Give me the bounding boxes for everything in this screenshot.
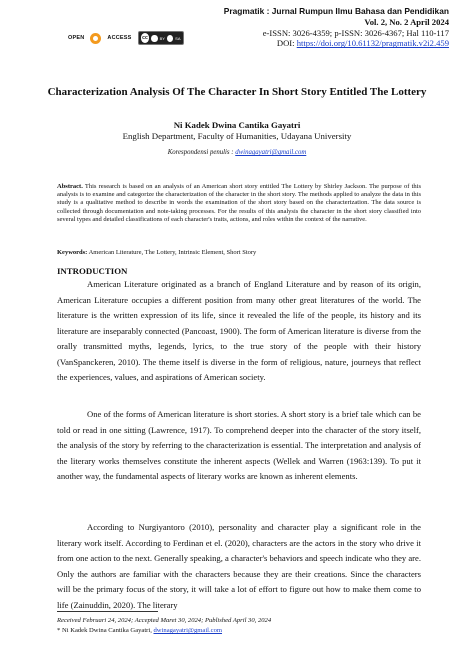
cc-by-label: BY	[159, 35, 165, 41]
cc-license-badge[interactable]	[138, 31, 184, 45]
by-attribution-icon	[151, 35, 157, 42]
abstract-text: This research is based on an analysis of an American short story entitled The Lottery by Shirley Jackson. The purpose of this analysis is to examine and categorize the characterization of the character in the short story. The methods applied to analyze the data in this study is a qualitative method to describe in words the examination of the short story based on the characterization. The data source is collected through documentation and note-taking processes. For the results of this analysis the character in the short story classified into several types and detailed classifications of each character's traits, actions, and roles within the context of the narrative.	[57, 183, 421, 223]
keywords	[57, 249, 421, 257]
author-name: Ni Kadek Dwina Cantika Gayatri	[173, 120, 301, 130]
introduction-heading: INTRODUCTION	[57, 266, 128, 276]
abstract	[57, 183, 421, 224]
open-access-lock-icon	[90, 33, 101, 44]
cc-sa-label: SA	[175, 35, 181, 41]
publication-dates: Received Februari 24, 2024; Accepted Maret 30, 2024; Published April 30, 2024	[57, 617, 272, 624]
author-footnote-name: * Ni Kadek Dwina Cantika Gayatri,	[57, 627, 154, 634]
body-paragraph: American Literature originated as a branch of England Literature and by reason of its origin, American Literature occupies a different position from many other great literatures of the world. The literature is the written expression of its life, since it revealed the life of the people, its history and its literature are inseparably connected (Pancoast, 1900). The form of American literature is diverse from the orally transmitted myths, legends, lyrics, to the true story of the people with their history (VanSpanckeren, 2010). The theme itself is diverse in the form of religious, nature, journeys that reflect the experiences, values, and aspirations of American society.	[57, 279, 421, 382]
body-paragraph: One of the forms of American literature is short stories. A short story is a brief tale which can be told or read in one sitting (Lawrence, 1917). To comprehend deeper into the character of the story itself, the analysis of the story by referring to the characterization is essential. The interpretation and analysis of the literary works themselves constitute the inherent aspects (Wellek and Warren (1963:139). To put it another way, the fundamental aspects of literary works are known as inherent elements.	[57, 409, 421, 481]
journal-issn: e-ISSN: 3026-4359; p-ISSN: 3026-4367; Hal 110-117	[262, 27, 449, 38]
correspondence-label: Korespondensi penulis :	[167, 149, 236, 156]
article-title: Characterization Analysis Of The Character In Short Story Entitled The Lottery	[47, 86, 427, 98]
license-logos	[68, 30, 184, 46]
creative-commons-icon: cc	[142, 35, 148, 41]
open-access-label-left: OPEN	[68, 35, 85, 41]
journal-volume: Vol. 2, No. 2 April 2024	[364, 16, 449, 27]
doi-label: DOI:	[276, 38, 297, 49]
keywords-label: Keywords:	[57, 249, 88, 256]
correspondence	[40, 149, 434, 156]
footnote-divider	[57, 611, 158, 612]
correspondence-email-link[interactable]: dwinagayatri@gmail.com	[235, 149, 307, 156]
share-alike-icon	[167, 35, 173, 42]
abstract-label: Abstract.	[57, 183, 83, 190]
author-footnote	[57, 627, 222, 634]
author-affiliation: English Department, Faculty of Humanities, Udayana University	[122, 131, 352, 141]
journal-doi	[189, 38, 449, 49]
author-footnote-email-link[interactable]: dwinagayatri@gmail.com	[153, 627, 223, 634]
keywords-text: American Literature, The Lottery, Intrinsic Element, Short Story	[87, 249, 257, 256]
open-access-label-right: ACCESS	[107, 35, 132, 41]
journal-header	[189, 6, 449, 49]
journal-title: Pragmatik : Jurnal Rumpun Ilmu Bahasa dan Pendidikan	[223, 6, 449, 16]
doi-link[interactable]: https://doi.org/10.61132/pragmatik.v2i2.459	[296, 38, 449, 49]
body-paragraph: According to Nurgiyantoro (2010), personality and character play a significant role in the literary work itself. According to Ferdinan et el. (2020), characters are the actors in the story who drive it from one action to the next. Generally speaking, a character's behaviors and speech indicate who they are. Only the authors are familiar with the characters because they are their creations. Since the characters will be the primary focus of the story, it will take a lot of effort to figure out how to make them come to life (Zainuddin, 2020). The literary	[57, 522, 422, 610]
